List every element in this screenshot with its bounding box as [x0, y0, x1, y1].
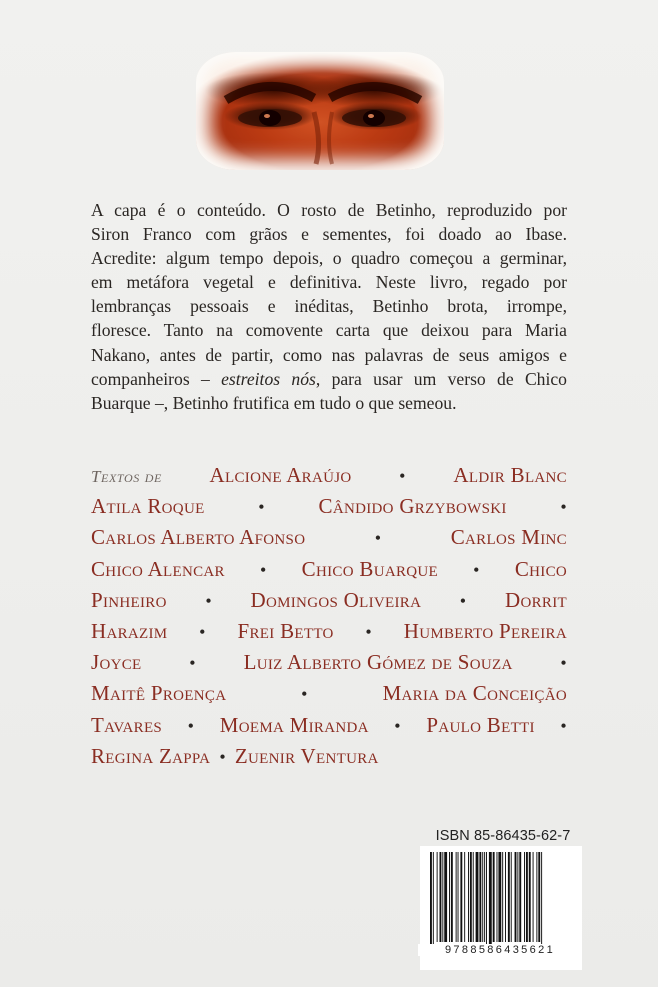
- contributors-row: [91, 616, 567, 647]
- blurb-line: Buarque –, Betinho frutifica em tudo o que semeou.: [91, 392, 457, 413]
- blurb-line: Nakano, antes de partir, como nas palavras de seus amigos e: [91, 344, 567, 365]
- barcode-bar: [433, 852, 434, 948]
- contributors-row: [91, 710, 567, 741]
- blurb-line: floresce. Tanto na comovente carta que deixou para Maria: [91, 320, 567, 341]
- contributors-prefix: Textos de: [91, 467, 162, 486]
- separator-bullet: •: [259, 559, 267, 580]
- contributors-row: [91, 741, 567, 772]
- separator-bullet: •: [399, 466, 406, 486]
- separator-bullet: •: [199, 621, 206, 642]
- barcode-bar: [538, 852, 540, 942]
- contributors-row: [91, 554, 567, 585]
- contributor-name: Alcione Araújo: [209, 463, 352, 487]
- barcode-bar: [541, 852, 542, 948]
- cover-portrait-eyes-image: [196, 52, 444, 170]
- contributor-name: Tavares: [91, 712, 163, 737]
- blurb-line: A capa é o conteúdo. O rosto de Betinho, reproduzido por: [91, 200, 567, 220]
- barcode-bar: [451, 852, 453, 942]
- separator-bullet: •: [560, 715, 567, 736]
- contributor-name: Carlos Minc: [450, 525, 567, 550]
- contributors-row: [91, 585, 567, 616]
- contributors-row: [91, 647, 567, 678]
- separator-bullet: •: [365, 621, 373, 642]
- barcode-bar: [493, 852, 495, 942]
- contributor-name: Maitê Proença: [91, 681, 227, 706]
- barcode-bar: [502, 852, 503, 942]
- separator-bullet: •: [374, 528, 382, 549]
- contributor-name: Regina Zappa: [91, 743, 211, 768]
- barcode-bar: [458, 852, 459, 942]
- separator-bullet: •: [258, 497, 265, 518]
- blurb-line: lembranças pessoais e inéditas, Betinho brota, irrompe,: [91, 296, 567, 317]
- barcode-digits: 9788586435621: [418, 944, 582, 956]
- separator-bullet: •: [560, 497, 567, 518]
- contributor-name: Chico Buarque: [301, 556, 438, 581]
- contributor-name: Frei Betto: [237, 618, 334, 643]
- separator-bullet: •: [187, 715, 195, 736]
- barcode-bar: [486, 852, 487, 948]
- separator-bullet: •: [219, 746, 226, 767]
- barcode-bar: [536, 852, 537, 942]
- barcode-bar: [529, 852, 531, 942]
- barcode-bar: [464, 852, 465, 942]
- barcode-bar: [468, 852, 469, 942]
- barcode-bar: [476, 852, 479, 942]
- barcode-bar: [484, 852, 485, 942]
- barcode-bar: [498, 852, 501, 942]
- separator-bullet: •: [301, 684, 308, 705]
- contributor-name: Pinheiro: [91, 587, 167, 612]
- contributor-name: Chico Alencar: [91, 556, 225, 581]
- contributor-name: Cândido Grzybowski: [318, 494, 507, 519]
- barcode-bar: [515, 852, 517, 942]
- barcode-bar: [442, 852, 443, 942]
- barcode-bars: [430, 852, 572, 948]
- contributor-name: Carlos Alberto Afonso: [91, 525, 306, 550]
- barcode-bar: [524, 852, 525, 942]
- barcode-bar: [526, 852, 528, 942]
- separator-bullet: •: [189, 653, 196, 674]
- blurb-line-with-quote: [91, 367, 567, 391]
- separator-bullet: •: [394, 715, 401, 736]
- contributor-name: Humberto Pereira: [403, 618, 567, 643]
- contributor-name: Harazim: [91, 618, 168, 643]
- contributors-row: [91, 460, 567, 491]
- blurb-quote-italic: estreitos nós: [221, 368, 316, 389]
- barcode-bar: [470, 852, 472, 942]
- eyes-illustration: [196, 52, 444, 170]
- separator-bullet: •: [205, 590, 212, 611]
- contributor-name: Maria da Conceição: [382, 681, 567, 706]
- barcode-bar: [473, 852, 474, 942]
- contributors-list: [91, 460, 567, 772]
- barcode-bar: [533, 852, 534, 942]
- contributors-row: [91, 678, 567, 709]
- barcode-bar: [517, 852, 518, 942]
- barcode-bar: [449, 852, 450, 942]
- barcode-bar: [456, 852, 457, 942]
- contributor-name: Joyce: [91, 650, 142, 675]
- barcode-bar: [508, 852, 510, 942]
- barcode-bar: [482, 852, 483, 942]
- isbn-label: ISBN 85-86435-62-7: [435, 828, 571, 844]
- contributors-row: [91, 491, 567, 522]
- barcode-bar: [440, 852, 442, 942]
- blurb-text: companheiros –: [91, 368, 222, 389]
- contributor-name: Zuenir Ventura: [234, 743, 379, 768]
- barcode-bar: [519, 852, 521, 942]
- back-cover-blurb: [91, 198, 567, 415]
- barcode-bar: [479, 852, 481, 942]
- barcode-bar: [511, 852, 512, 942]
- blurb-line: Siron Franco com grãos e sementes, foi doado ao Ibase.: [91, 224, 567, 245]
- blurb-text: , para usar um verso de Chico: [315, 368, 567, 389]
- blurb-line: Acredite: algum tempo depois, o quadro começou a germinar,: [91, 248, 567, 269]
- barcode-bar: [497, 852, 498, 942]
- separator-bullet: •: [473, 559, 480, 580]
- barcode-bar: [505, 852, 506, 942]
- barcode-bar: [444, 852, 447, 942]
- contributor-name: Luiz Alberto Gómez de Souza: [243, 650, 513, 675]
- contributor-name: Domingos Oliveira: [250, 587, 422, 612]
- separator-bullet: •: [459, 590, 467, 611]
- contributors-row: [91, 522, 567, 553]
- barcode-bar: [460, 852, 462, 942]
- barcode-bar: [437, 852, 438, 942]
- blurb-line: em metáfora vegetal e definitiva. Neste livro, regado por: [91, 272, 567, 293]
- barcode-bar: [430, 852, 432, 948]
- contributor-name: Atila Roque: [91, 494, 205, 519]
- contributor-name: Paulo Betti: [426, 712, 535, 737]
- separator-bullet: •: [560, 653, 567, 674]
- barcode-bar: [489, 852, 492, 948]
- contributor-name: Dorrit: [505, 587, 567, 612]
- contributor-name: Chico: [514, 556, 567, 581]
- contributor-name: Moema Miranda: [219, 712, 369, 737]
- contributor-name: Aldir Blanc: [453, 463, 567, 487]
